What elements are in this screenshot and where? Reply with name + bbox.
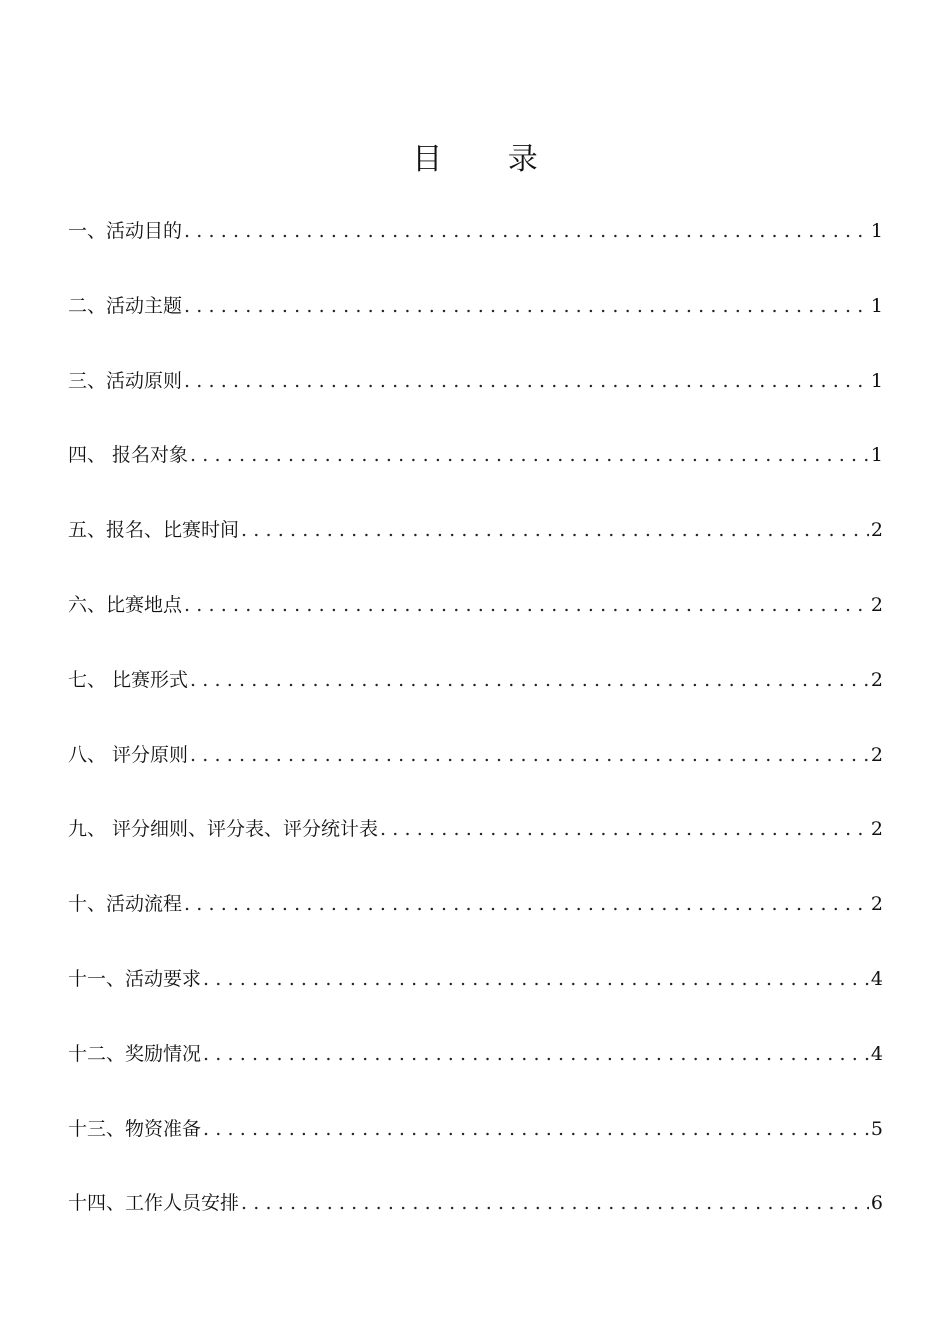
toc-entry[interactable] (68, 740, 883, 815)
toc-entry-page-number: 1 (870, 294, 883, 317)
toc-entry-page-number: 2 (870, 519, 883, 542)
toc-entry[interactable] (68, 814, 883, 889)
toc-entry-label: 六、比赛地点 (68, 593, 183, 616)
toc-entry-label: 七、 比赛形式 (68, 668, 189, 691)
toc-dot-leader (203, 1114, 869, 1144)
toc-entry[interactable] (68, 665, 883, 740)
toc-dot-leader (184, 216, 869, 246)
toc-entry-page-number: 2 (870, 818, 883, 841)
toc-entry-page-number: 4 (870, 967, 883, 990)
toc-entry[interactable] (68, 366, 883, 441)
toc-entry-page-number: 4 (870, 1042, 883, 1065)
toc-entry-page-number: 1 (870, 220, 883, 242)
toc-dot-leader (203, 1039, 869, 1069)
toc-entry-label: 十、活动流程 (68, 893, 183, 916)
toc-entry-page-number: 2 (870, 593, 883, 616)
toc-entry-label: 八、 评分原则 (68, 743, 189, 766)
toc-entry-label: 十四、工作人员安排 (68, 1192, 240, 1215)
toc-entry-label: 九、 评分细则、评分表、评分统计表 (68, 818, 379, 841)
toc-entry-label: 十一、活动要求 (68, 967, 202, 990)
toc-entry-page-number: 1 (870, 444, 883, 467)
toc-entry-page-number: 2 (870, 743, 883, 766)
toc-entry-page-number: 2 (870, 893, 883, 916)
toc-entry[interactable] (68, 1114, 883, 1189)
toc-entry-page-number: 1 (870, 369, 883, 392)
toc-dot-leader (184, 291, 869, 321)
toc-entry[interactable] (68, 515, 883, 590)
toc-entry[interactable] (68, 291, 883, 366)
toc-dot-leader (380, 814, 869, 844)
toc-dot-leader (241, 515, 869, 545)
toc-entry-page-number: 5 (870, 1117, 883, 1140)
toc-dot-leader (184, 366, 869, 396)
toc-dot-leader (190, 740, 869, 770)
toc-entry-page-number: 6 (870, 1192, 883, 1215)
toc-entry-page-number: 2 (870, 668, 883, 691)
toc-entry[interactable] (68, 590, 883, 665)
toc-entry-label: 十二、奖励情况 (68, 1042, 202, 1065)
toc-entry-label: 三、活动原则 (68, 369, 183, 392)
toc-dot-leader (190, 665, 869, 695)
toc-dot-leader (203, 964, 869, 994)
toc-dot-leader (184, 590, 869, 620)
toc-entry-label: 五、报名、比赛时间 (68, 519, 240, 542)
table-of-contents (68, 216, 883, 1263)
toc-entry[interactable] (68, 216, 883, 291)
toc-entry-label: 四、 报名对象 (68, 444, 189, 467)
toc-entry[interactable] (68, 1188, 883, 1263)
toc-dot-leader (190, 440, 869, 470)
toc-entry[interactable] (68, 964, 883, 1039)
toc-entry-label: 二、活动主题 (68, 294, 183, 317)
toc-entry[interactable] (68, 1039, 883, 1114)
toc-entry[interactable] (68, 440, 883, 515)
toc-entry[interactable] (68, 889, 883, 964)
toc-entry-label: 一、活动目的 (68, 220, 183, 242)
toc-entry-label: 十三、物资准备 (68, 1117, 202, 1140)
toc-dot-leader (184, 889, 869, 919)
page-title: 目 录 (412, 142, 566, 177)
toc-dot-leader (241, 1188, 869, 1218)
